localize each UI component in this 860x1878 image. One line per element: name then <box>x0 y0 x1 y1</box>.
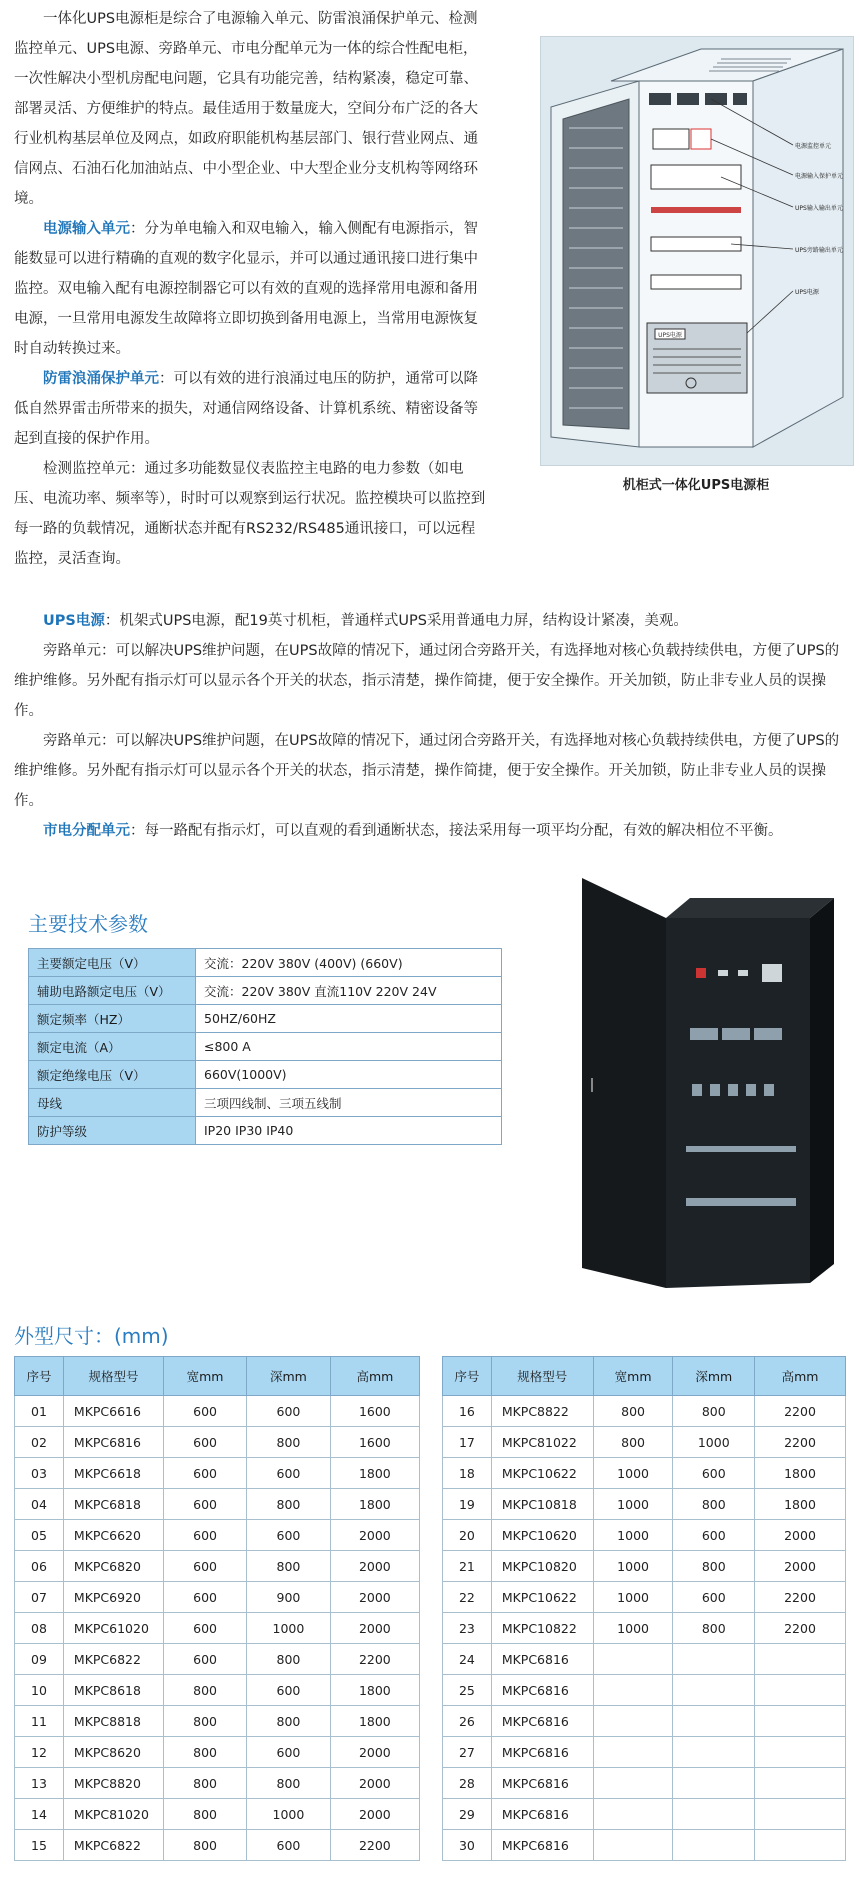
distribution-text: ：每一路配有指示灯，可以直观的看到通断状态，接法采用每一项平均分配，有效的解决相位不平衡。 <box>130 823 783 839</box>
surge-protection-text: ：可以有效的进行浪涌过电压的防护，通常可以降低自然界雷击所带来的损失，对通信网络设备、计算机系统、精密设备等起到直接的保护作用。 <box>14 371 478 447</box>
intro-paragraph-1 <box>14 4 488 214</box>
cell-model: MKPC81022 <box>491 1427 593 1458</box>
cell-index: 30 <box>443 1830 492 1861</box>
spec-key: 母线 <box>29 1089 196 1117</box>
power-input-label: 电源输入单元 <box>43 221 130 237</box>
surge-protection-label: 防雷浪涌保护单元 <box>43 371 159 387</box>
cell-width: 800 <box>164 1830 247 1861</box>
cell-index: 29 <box>443 1799 492 1830</box>
cell-depth: 800 <box>673 1489 755 1520</box>
cell-model: MKPC10818 <box>491 1489 593 1520</box>
cell-index: 25 <box>443 1675 492 1706</box>
spec-value: 660V(1000V) <box>196 1061 502 1089</box>
cell-depth: 1000 <box>673 1427 755 1458</box>
cell-depth: 1000 <box>247 1799 331 1830</box>
table-row <box>15 1644 420 1675</box>
spec-row <box>29 977 502 1005</box>
spec-value: IP20 IP30 IP40 <box>196 1117 502 1145</box>
cabinet-drawing-svg <box>541 37 853 465</box>
cell-depth: 600 <box>673 1458 755 1489</box>
ups-box-label: UPS电源 <box>658 332 682 339</box>
cell-index: 02 <box>15 1427 64 1458</box>
cell-index: 06 <box>15 1551 64 1582</box>
cell-index: 04 <box>15 1489 64 1520</box>
spec-row <box>29 949 502 977</box>
cell-index: 08 <box>15 1613 64 1644</box>
cell-depth: 800 <box>247 1706 331 1737</box>
cell-depth: 800 <box>247 1551 331 1582</box>
intro-text-1: 一体化UPS电源柜是综合了电源输入单元、防雷浪涌保护单元、检测监控单元、UPS电源、旁路单元、市电分配单元为一体的综合性配电柜，一次性解决小型机房配电问题，它具有功能完善，结构紧凑，稳定可靠、部署灵活、方便维护的特点。最佳适用于数量庞大，空间分布广泛的各大行业机构基层单位及网点，如政府职能机构基层部门、银行营业网点、通信网点、石油石化加油站点、中小型企业、中大型企业分支机构等网络环境。 <box>14 11 478 207</box>
cell-height: 1800 <box>330 1706 419 1737</box>
cell-model: MKPC10620 <box>491 1520 593 1551</box>
cell-width: 800 <box>164 1799 247 1830</box>
cell-height: 2000 <box>330 1520 419 1551</box>
cell-height: 2200 <box>755 1396 846 1427</box>
cell-height <box>755 1768 846 1799</box>
distribution-paragraph <box>14 816 848 846</box>
cell-height: 2000 <box>330 1582 419 1613</box>
cell-height <box>755 1644 846 1675</box>
cell-height: 1800 <box>330 1675 419 1706</box>
cell-height: 2000 <box>330 1768 419 1799</box>
cell-height: 2000 <box>330 1737 419 1768</box>
cell-height <box>755 1675 846 1706</box>
cell-width: 800 <box>164 1706 247 1737</box>
cell-height <box>755 1799 846 1830</box>
cell-width: 1000 <box>593 1613 673 1644</box>
cell-height: 1800 <box>755 1489 846 1520</box>
col-width: 宽mm <box>593 1357 673 1396</box>
cabinet-caption: 机柜式一体化UPS电源柜 <box>622 478 770 493</box>
label-power-monitoring: 电源监控单元 <box>795 143 832 150</box>
cabinet-photo <box>580 878 842 1288</box>
spec-key: 主要额定电压（V） <box>29 949 196 977</box>
bypass-text-1: 旁路单元：可以解决UPS维护问题，在UPS故障的情况下，通过闭合旁路开关，有选择地对核心负载持续供电，方便了UPS的维护维修。另外配有指示灯可以显示各个开关的状态，指示清楚，操作简捷，便于安全操作。开关加锁，防止非专业人员的误操作。 <box>14 643 840 719</box>
col-depth: 深mm <box>673 1357 755 1396</box>
spec-value: ≤800 A <box>196 1033 502 1061</box>
table-row <box>15 1799 420 1830</box>
cell-height: 1600 <box>330 1396 419 1427</box>
cell-model: MKPC6816 <box>491 1675 593 1706</box>
table-row <box>443 1675 846 1706</box>
cell-index: 17 <box>443 1427 492 1458</box>
cell-width <box>593 1706 673 1737</box>
cell-depth <box>673 1675 755 1706</box>
cell-height: 2000 <box>755 1520 846 1551</box>
cell-index: 07 <box>15 1582 64 1613</box>
cell-width: 800 <box>164 1768 247 1799</box>
ups-paragraph <box>14 606 848 636</box>
cell-model: MKPC61020 <box>63 1613 163 1644</box>
cell-depth <box>673 1768 755 1799</box>
spec-row <box>29 1089 502 1117</box>
cell-depth: 600 <box>247 1458 331 1489</box>
cell-model: MKPC10820 <box>491 1551 593 1582</box>
cell-width: 600 <box>164 1427 247 1458</box>
spec-key: 防护等级 <box>29 1117 196 1145</box>
cell-depth: 600 <box>673 1582 755 1613</box>
cell-width <box>593 1768 673 1799</box>
cell-height: 1800 <box>330 1489 419 1520</box>
cell-width: 800 <box>164 1737 247 1768</box>
table-row <box>443 1427 846 1458</box>
cell-width: 800 <box>593 1396 673 1427</box>
cell-width: 600 <box>164 1520 247 1551</box>
cell-index: 14 <box>15 1799 64 1830</box>
cell-width: 600 <box>164 1613 247 1644</box>
cell-model: MKPC6618 <box>63 1458 163 1489</box>
table-row <box>15 1613 420 1644</box>
cell-model: MKPC6816 <box>491 1644 593 1675</box>
cell-height: 2000 <box>330 1551 419 1582</box>
col-height: 高mm <box>755 1357 846 1396</box>
cell-model: MKPC6816 <box>491 1830 593 1861</box>
spec-row <box>29 1061 502 1089</box>
cell-model: MKPC6816 <box>491 1737 593 1768</box>
spec-table <box>28 948 502 1145</box>
spec-key: 额定频率（HZ） <box>29 1005 196 1033</box>
cell-model: MKPC10822 <box>491 1613 593 1644</box>
cell-depth <box>673 1737 755 1768</box>
cell-depth: 600 <box>247 1520 331 1551</box>
table-row <box>443 1458 846 1489</box>
cell-height: 2200 <box>330 1830 419 1861</box>
spec-row <box>29 1117 502 1145</box>
cell-depth <box>673 1644 755 1675</box>
cell-index: 09 <box>15 1644 64 1675</box>
table-row <box>15 1396 420 1427</box>
label-ups-io: UPS输入输出单元 <box>795 205 843 212</box>
cell-height <box>755 1737 846 1768</box>
cell-depth: 800 <box>673 1396 755 1427</box>
dimensions-section-title: 外型尺寸：(mm) <box>14 1324 169 1348</box>
cell-model: MKPC6818 <box>63 1489 163 1520</box>
table-row <box>15 1582 420 1613</box>
cell-model: MKPC8818 <box>63 1706 163 1737</box>
intro-paragraph-4 <box>14 454 488 574</box>
table-row <box>15 1520 420 1551</box>
cell-height: 2000 <box>755 1551 846 1582</box>
cell-index: 03 <box>15 1458 64 1489</box>
cell-height <box>755 1830 846 1861</box>
table-row <box>443 1551 846 1582</box>
cell-width: 600 <box>164 1489 247 1520</box>
cell-model: MKPC6816 <box>491 1799 593 1830</box>
cell-index: 26 <box>443 1706 492 1737</box>
spec-value: 交流：220V 380V (400V) (660V) <box>196 949 502 977</box>
cell-index: 10 <box>15 1675 64 1706</box>
cell-model: MKPC6816 <box>491 1706 593 1737</box>
cell-width: 1000 <box>593 1458 673 1489</box>
label-power-input: 电源输入保护单元 <box>795 173 844 180</box>
table-row <box>15 1427 420 1458</box>
table-row <box>443 1737 846 1768</box>
table-row <box>443 1613 846 1644</box>
intro-paragraph-2 <box>14 214 488 364</box>
cell-width: 600 <box>164 1582 247 1613</box>
cabinet-line-drawing <box>540 36 854 466</box>
cell-index: 15 <box>15 1830 64 1861</box>
cell-height: 1600 <box>330 1427 419 1458</box>
col-model: 规格型号 <box>63 1357 163 1396</box>
table-row <box>15 1706 420 1737</box>
cell-width <box>593 1830 673 1861</box>
cell-index: 27 <box>443 1737 492 1768</box>
cell-model: MKPC6616 <box>63 1396 163 1427</box>
table-row <box>15 1768 420 1799</box>
spec-section-title: 主要技术参数 <box>28 912 148 936</box>
cell-model: MKPC8820 <box>63 1768 163 1799</box>
cell-model: MKPC6620 <box>63 1520 163 1551</box>
cell-width: 800 <box>164 1675 247 1706</box>
power-input-text: ：分为单电输入和双电输入，输入侧配有电源指示，智能数显可以进行精确的直观的数字化显示，并可以通过通讯接口进行集中监控。双电输入配有电源控制器它可以有效的直观的选择常用电源和备用电源，一旦常用电源发生故障将立即切换到备用电源上，当常用电源恢复时自动转换过来。 <box>14 221 478 357</box>
cell-depth: 800 <box>673 1613 755 1644</box>
dimensions-header-row <box>443 1357 846 1396</box>
cell-depth: 800 <box>247 1427 331 1458</box>
spec-row <box>29 1005 502 1033</box>
col-index: 序号 <box>443 1357 492 1396</box>
cell-width <box>593 1799 673 1830</box>
cell-width: 1000 <box>593 1582 673 1613</box>
spec-key: 额定电流（A） <box>29 1033 196 1061</box>
cell-index: 19 <box>443 1489 492 1520</box>
dimensions-header-row <box>15 1357 420 1396</box>
cell-height: 1800 <box>755 1458 846 1489</box>
cell-depth: 800 <box>247 1768 331 1799</box>
cell-height: 2000 <box>330 1613 419 1644</box>
cell-height <box>755 1706 846 1737</box>
table-row <box>443 1799 846 1830</box>
cell-width: 1000 <box>593 1551 673 1582</box>
table-row <box>443 1520 846 1551</box>
cell-model: MKPC81020 <box>63 1799 163 1830</box>
cell-index: 24 <box>443 1644 492 1675</box>
dimensions-table-left <box>14 1356 420 1861</box>
cell-depth: 800 <box>673 1551 755 1582</box>
col-width: 宽mm <box>164 1357 247 1396</box>
cell-depth: 800 <box>247 1489 331 1520</box>
cell-model: MKPC6820 <box>63 1551 163 1582</box>
cell-index: 18 <box>443 1458 492 1489</box>
table-row <box>15 1830 420 1861</box>
cell-depth: 600 <box>247 1830 331 1861</box>
col-height: 高mm <box>330 1357 419 1396</box>
cell-index: 13 <box>15 1768 64 1799</box>
table-row <box>443 1644 846 1675</box>
cell-index: 23 <box>443 1613 492 1644</box>
cell-model: MKPC8618 <box>63 1675 163 1706</box>
cell-index: 28 <box>443 1768 492 1799</box>
table-row <box>443 1830 846 1861</box>
table-row <box>15 1737 420 1768</box>
spec-value: 交流：220V 380V 直流110V 220V 24V <box>196 977 502 1005</box>
table-row <box>443 1396 846 1427</box>
cell-width: 600 <box>164 1644 247 1675</box>
col-index: 序号 <box>15 1357 64 1396</box>
col-model: 规格型号 <box>491 1357 593 1396</box>
spec-value: 50HZ/60HZ <box>196 1005 502 1033</box>
cell-index: 12 <box>15 1737 64 1768</box>
cell-depth: 900 <box>247 1582 331 1613</box>
cell-width: 600 <box>164 1396 247 1427</box>
cell-model: MKPC6822 <box>63 1644 163 1675</box>
table-row <box>443 1706 846 1737</box>
cell-depth <box>673 1706 755 1737</box>
cell-index: 11 <box>15 1706 64 1737</box>
cell-height: 1800 <box>330 1458 419 1489</box>
cell-depth <box>673 1830 755 1861</box>
cell-model: MKPC10622 <box>491 1458 593 1489</box>
ups-text: ：机架式UPS电源，配19英寸机柜，普通样式UPS采用普通电力屏，结构设计紧凑，美观。 <box>104 613 688 629</box>
label-ups: UPS电源 <box>795 289 819 296</box>
cell-height: 2200 <box>330 1644 419 1675</box>
cell-model: MKPC6816 <box>63 1427 163 1458</box>
cell-height: 2200 <box>755 1582 846 1613</box>
cell-width <box>593 1644 673 1675</box>
cell-width: 600 <box>164 1551 247 1582</box>
spec-row <box>29 1033 502 1061</box>
cell-width: 600 <box>164 1458 247 1489</box>
cell-model: MKPC8620 <box>63 1737 163 1768</box>
cell-index: 20 <box>443 1520 492 1551</box>
cell-width <box>593 1737 673 1768</box>
cell-width: 800 <box>593 1427 673 1458</box>
table-row <box>15 1458 420 1489</box>
cell-depth <box>673 1799 755 1830</box>
cell-depth: 600 <box>673 1520 755 1551</box>
spec-key: 额定绝缘电压（V） <box>29 1061 196 1089</box>
ups-label: UPS电源 <box>43 613 105 629</box>
cell-height: 2200 <box>755 1613 846 1644</box>
cell-model: MKPC6816 <box>491 1768 593 1799</box>
cell-index: 01 <box>15 1396 64 1427</box>
cell-depth: 1000 <box>247 1613 331 1644</box>
table-row <box>15 1489 420 1520</box>
cell-depth: 600 <box>247 1396 331 1427</box>
cell-model: MKPC6920 <box>63 1582 163 1613</box>
table-row <box>443 1582 846 1613</box>
cabinet-photo-svg <box>580 878 842 1288</box>
cell-index: 05 <box>15 1520 64 1551</box>
spec-value: 三项四线制、三项五线制 <box>196 1089 502 1117</box>
bypass-paragraph-1 <box>14 636 848 726</box>
table-row <box>15 1675 420 1706</box>
cell-depth: 600 <box>247 1675 331 1706</box>
bypass-text-2: 旁路单元：可以解决UPS维护问题，在UPS故障的情况下，通过闭合旁路开关，有选择地对核心负载持续供电，方便了UPS的维护维修。另外配有指示灯可以显示各个开关的状态，指示清楚，操作简捷，便于安全操作。开关加锁，防止非专业人员的误操作。 <box>14 733 840 809</box>
cell-width: 1000 <box>593 1520 673 1551</box>
cell-depth: 600 <box>247 1737 331 1768</box>
cell-model: MKPC10622 <box>491 1582 593 1613</box>
cell-width: 1000 <box>593 1489 673 1520</box>
label-ups-bypass: UPS旁路输出单元 <box>795 247 843 254</box>
col-depth: 深mm <box>247 1357 331 1396</box>
cell-height: 2200 <box>755 1427 846 1458</box>
cell-index: 16 <box>443 1396 492 1427</box>
cell-width <box>593 1675 673 1706</box>
cell-model: MKPC8822 <box>491 1396 593 1427</box>
cell-model: MKPC6822 <box>63 1830 163 1861</box>
spec-key: 辅助电路额定电压（V） <box>29 977 196 1005</box>
table-row <box>443 1768 846 1799</box>
cell-index: 21 <box>443 1551 492 1582</box>
distribution-label: 市电分配单元 <box>43 823 130 839</box>
cell-index: 22 <box>443 1582 492 1613</box>
bypass-paragraph-2 <box>14 726 848 816</box>
monitoring-text: 检测监控单元：通过多功能数显仪表监控主电路的电力参数（如电压、电流功率、频率等），时时可以观察到运行状况。监控模块可以监控到每一路的负载情况，通断状态并配有RS232/RS485通讯接口，可以远程监控，灵活查询。 <box>14 461 486 567</box>
intro-paragraph-3 <box>14 364 488 454</box>
cell-depth: 800 <box>247 1644 331 1675</box>
table-row <box>443 1489 846 1520</box>
dimensions-table-right <box>442 1356 846 1861</box>
table-row <box>15 1551 420 1582</box>
cell-height: 2000 <box>330 1799 419 1830</box>
